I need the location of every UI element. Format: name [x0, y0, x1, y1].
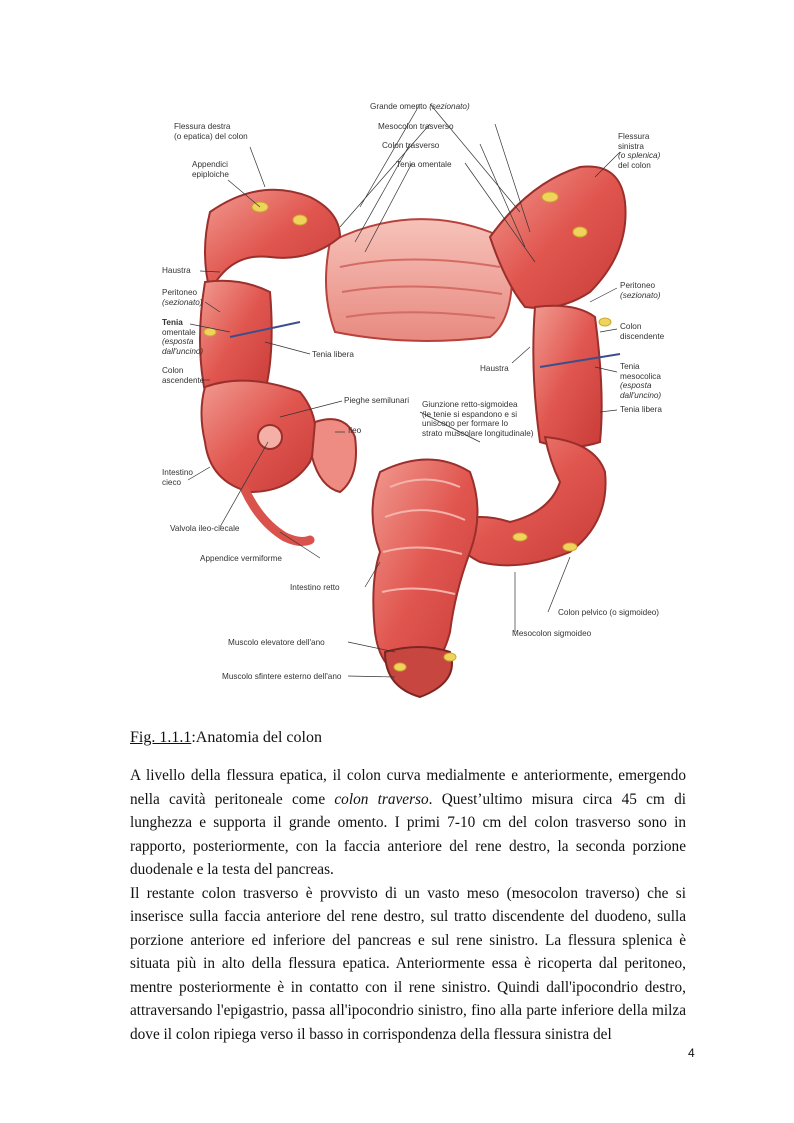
figure-caption — [130, 729, 322, 747]
label-ileo: Ileo — [348, 426, 362, 435]
label-tenia-omentale-top: Tenia omentale — [396, 160, 452, 169]
label-intestino-retto: Intestino retto — [290, 583, 340, 592]
label-appendice: Appendice vermiforme — [200, 554, 282, 563]
caption-text: :Anatomia del colon — [191, 729, 322, 746]
label-tenia-libera-right: Tenia libera — [620, 405, 662, 414]
label-peritoneo-right: Peritoneo (sezionato) — [620, 281, 661, 300]
ascending-colon — [200, 281, 272, 397]
colon-anatomy-figure — [150, 92, 680, 710]
label-colon-discendente: Colon discendente — [620, 322, 665, 341]
ileocecal-valve — [258, 425, 282, 449]
anal-sphincter — [385, 647, 452, 697]
label-pieghe-semilunari: Pieghe semilunari — [344, 396, 410, 405]
label-giunzione: Giunzione retto-sigmoidea (le tenie si espandono e si uniscono per formare lo strato muscolare longitudinale) — [422, 400, 534, 438]
hepatic-flexure — [205, 190, 340, 292]
appendix — [245, 490, 310, 541]
label-tenia-libera-left: Tenia libera — [312, 350, 354, 359]
label-haustra-right: Haustra — [480, 364, 509, 373]
label-grande-omento: Grande omento (sezionato) — [370, 102, 470, 111]
label-appendici-epiploiche: Appendici epiploiche — [192, 160, 229, 179]
body-text — [130, 764, 686, 1046]
label-muscolo-sfintere: Muscolo sfintere esterno dell'ano — [222, 672, 342, 681]
paragraph-1: A livello della flessura epatica, il colon curva medialmente e anteriormente, emergendo nella cavità peritoneale come colon traverso. Quest’ultimo misura circa 45 cm di lunghezza e supporta il grande omento. I primi 7-10 cm del colon trasverso sono in rapporto, posteriormente, con la faccia anteriore del rene destro, la seconda porzione duodenale e la testa del pancreas. — [130, 767, 686, 878]
paragraph-2: Il restante colon trasverso è provvisto di un vasto meso (mesocolon traverso) che si inserisce sulla faccia anteriore del rene destro, sul tratto discendente del duodeno, sulla porzione anteriore ed inferiore del pancreas e sul rene sinistro. La flessura splenica è situata più in alto della flessura epatica. Anteriormente essa è ricoperta dal peritoneo, mentre posteriormente è in contatto con il rene sinistro. Quindi dall'ipocondrio destro, attraversando l'epigastrio, passa all'ipocondrio sinistro, fino alla parte inferiore della milza dove il colon ripiega verso il basso in corrispondenza della flessura sinistra del — [130, 884, 686, 1043]
label-tenia-mesocolica: Tenia mesocolica (esposta dall'uncino) — [620, 362, 662, 400]
rectum — [373, 460, 478, 678]
label-colon-pelvico: Colon pelvico (o sigmoideo) — [558, 608, 660, 617]
label-mesocolon-sigmoideo: Mesocolon sigmoideo — [512, 629, 592, 638]
label-colon-ascendente: Colon ascendente — [162, 366, 205, 385]
transverse-colon-interior — [326, 219, 512, 341]
label-muscolo-elevatore: Muscolo elevatore dell'ano — [228, 638, 325, 647]
label-colon-trasverso: Colon trasverso — [382, 141, 440, 150]
label-intestino-cieco: Intestino cieco — [162, 468, 193, 487]
label-haustra-left: Haustra — [162, 266, 191, 275]
label-mesocolon-trasverso: Mesocolon trasverso — [378, 122, 454, 131]
label-peritoneo-left: Peritoneo (sezionato) — [162, 288, 203, 307]
label-flessura-destra: Flessura destra (o epatica) del colon — [174, 122, 248, 141]
figure-reference: Fig. 1.1.1 — [130, 729, 192, 746]
descending-colon — [533, 306, 601, 447]
label-tenia-omentale-left: Tenia omentale (esposta dall'uncino) — [162, 318, 204, 356]
label-valvola: Valvola ileo-ciecale — [170, 524, 240, 533]
splenic-flexure — [490, 166, 626, 308]
page-number: 4 — [688, 1046, 695, 1060]
label-flessura-sinistra: Flessura sinistra (o splenica) del colon — [618, 132, 661, 170]
